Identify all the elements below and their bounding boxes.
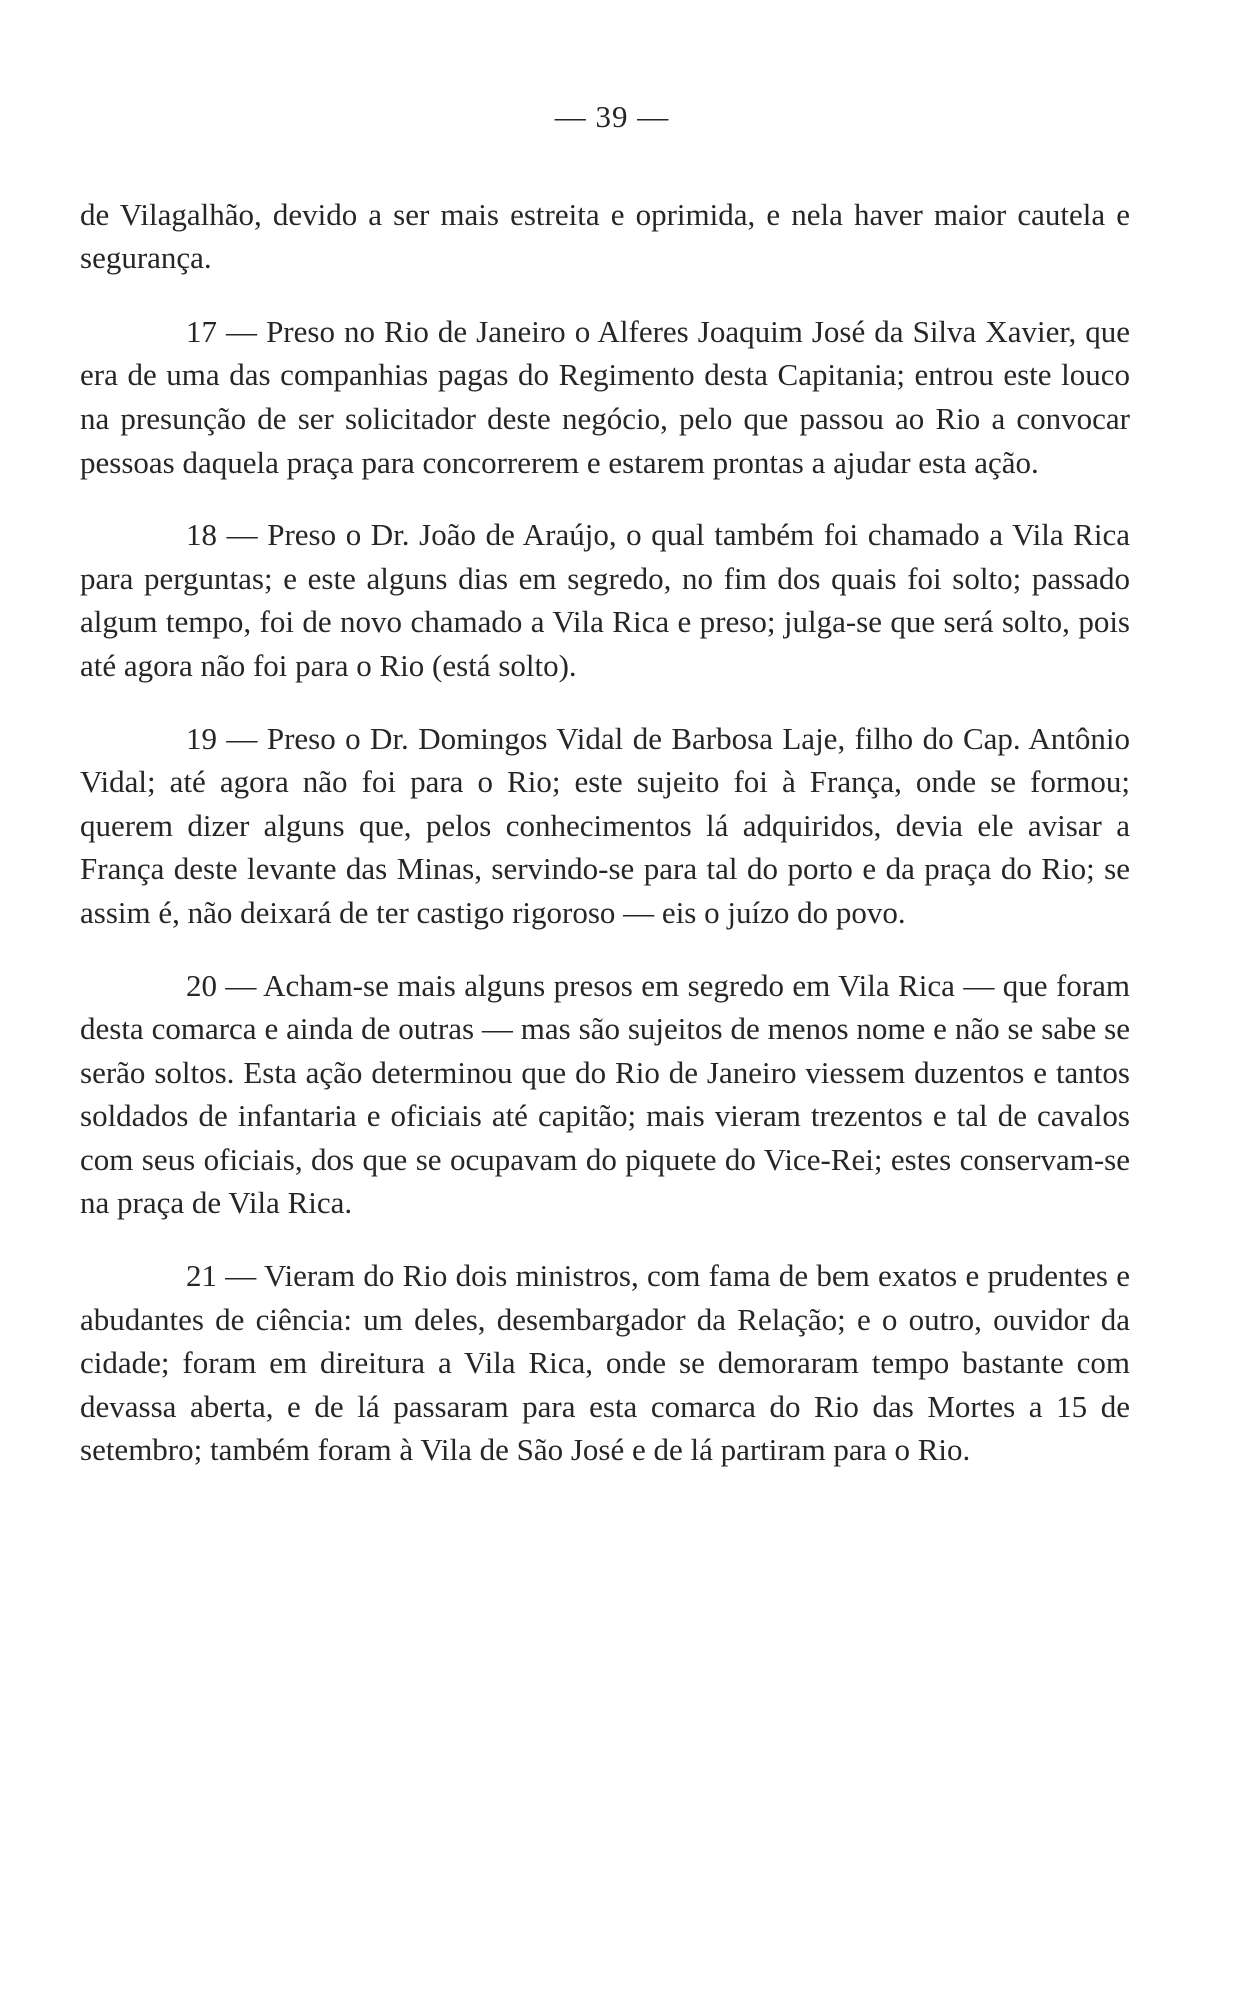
paragraph-continuation: de Vilagalhão, devido a ser mais estreita e oprimida, e nela haver maior cautela e segurança. (80, 196, 1130, 276)
page-number: — 39 — (554, 99, 670, 134)
paragraph-19: 19 — Preso o Dr. Domingos Vidal de Barbosa Laje, filho do Cap. Antônio Vidal; até agora não foi para o Rio; este sujeito foi à França, onde se formou; querem dizer alguns que, pelos conhecimentos lá adquiridos, devia ele avisar a França deste levante das Minas, servindo-se para tal do porto e da praça do Rio; se assim é, não deixará de ter castigo rigoroso — eis o juízo do povo. (80, 720, 1130, 930)
paragraph-20: 20 — Acham-se mais alguns presos em segredo em Vila Rica — que foram desta comarca e ainda de outras — mas são sujeitos de menos nome e não se sabe se serão soltos. Esta ação determinou que do Rio de Janeiro viessem duzentos e tantos soldados de infantaria e oficiais até capitão; mais vieram trezentos e tal de cavalos com seus oficiais, dos que se ocupavam do piquete do Vice-Rei; estes conservam-se na praça de Vila Rica. (80, 967, 1130, 1221)
book-page (80, 95, 1130, 1472)
paragraph-17: 17 — Preso no Rio de Janeiro o Alferes Joaquim José da Silva Xavier, que era de uma das companhias pagas do Regimento desta Capitania; entrou este louco na presunção de ser solicitador deste negócio, pelo que passou ao Rio a convocar pessoas daquela praça para concorrerem e estarem prontas a ajudar esta ação. (80, 313, 1130, 480)
paragraph-21: 21 — Vieram do Rio dois ministros, com fama de bem exatos e prudentes e abudantes de ciência: um deles, desembargador da Relação; e o outro, ouvidor da cidade; foram em direitura a Vila Rica, onde se demoraram tempo bastante com devassa aberta, e de lá passaram para esta comarca do Rio das Mortes a 15 de setembro; também foram à Vila de São José e de lá partiram para o Rio. (80, 1258, 1130, 1468)
paragraph-18: 18 — Preso o Dr. João de Araújo, o qual também foi chamado a Vila Rica para perguntas; e este alguns dias em segredo, no fim dos quais foi solto; passado algum tempo, foi de novo chamado a Vila Rica e preso; julga-se que será solto, pois até agora não foi para o Rio (está solto). (80, 517, 1130, 683)
